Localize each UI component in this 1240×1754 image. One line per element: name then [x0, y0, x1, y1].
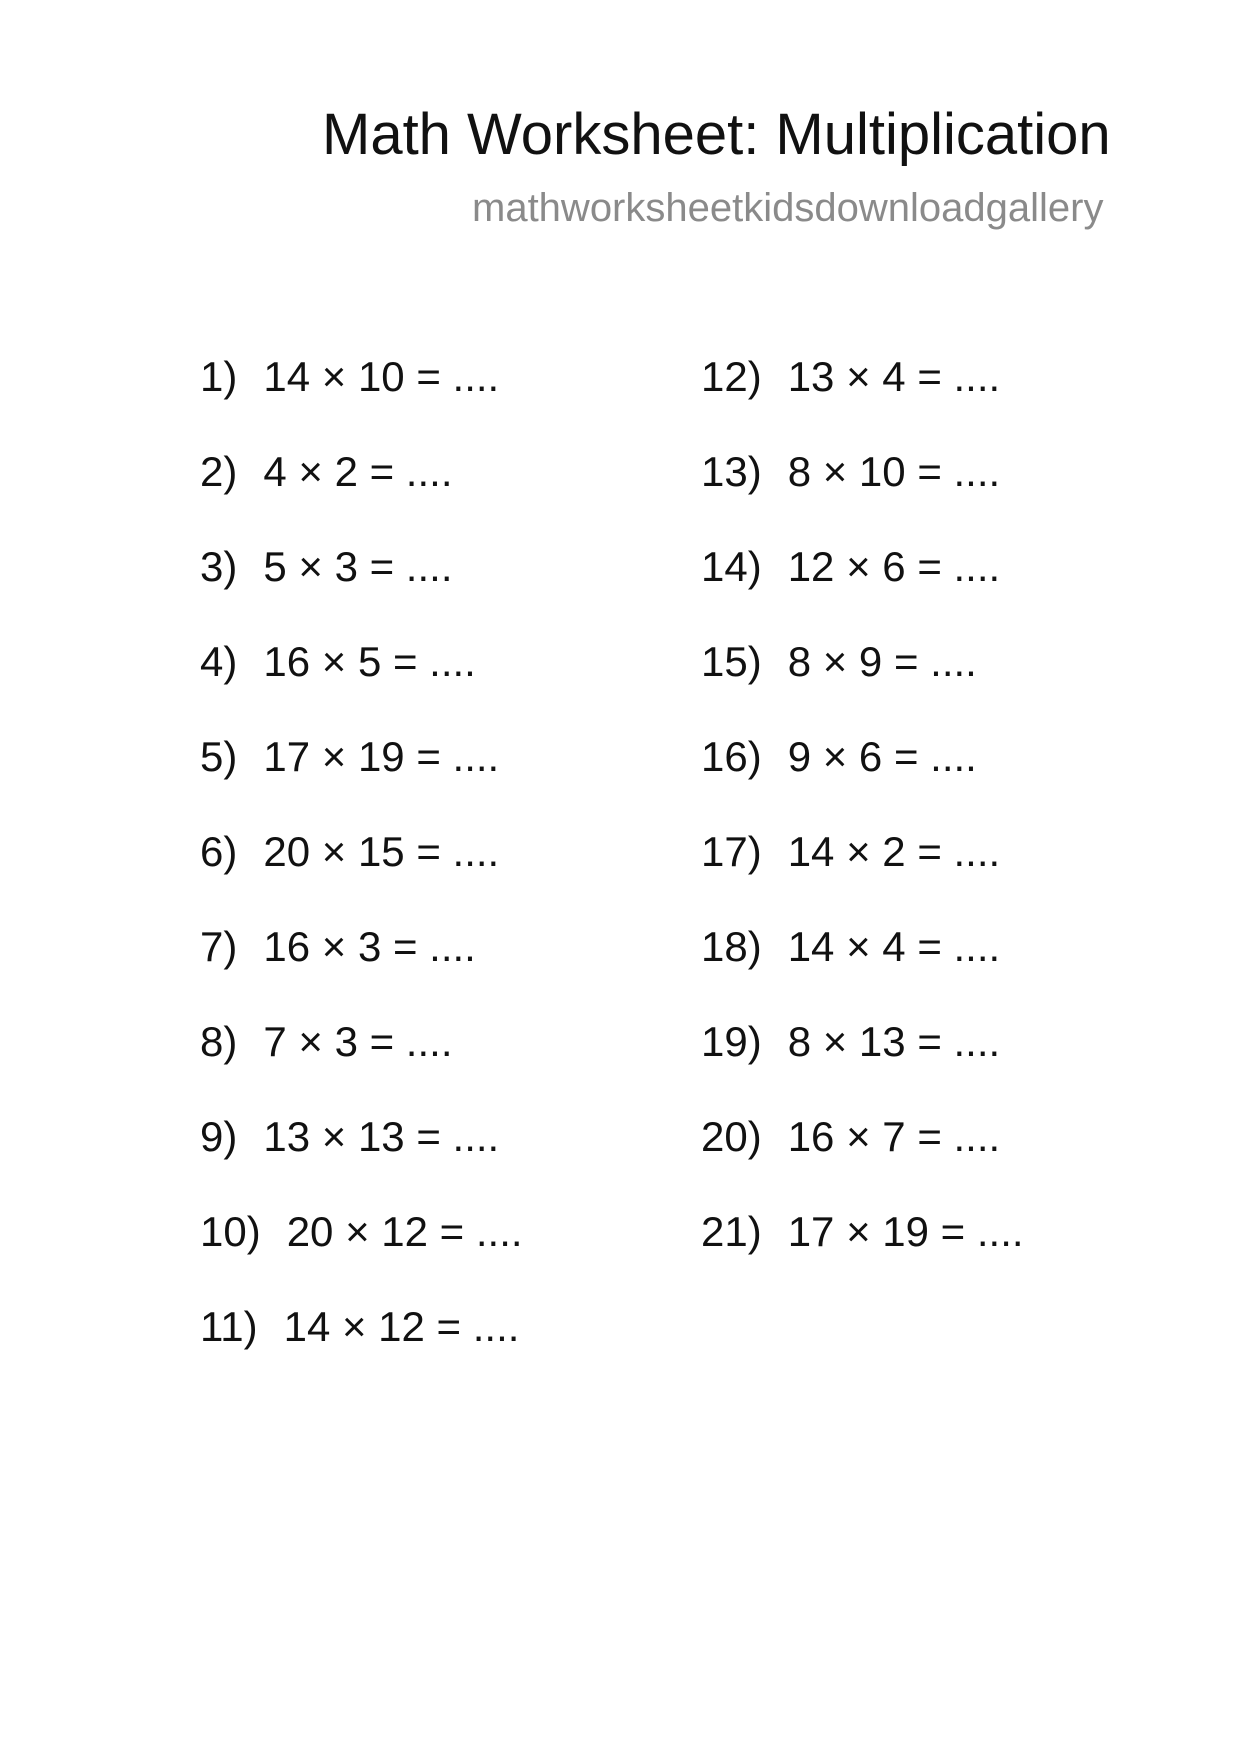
problem-number: 8) [200, 1018, 238, 1065]
problem-expression: 7 × 3 = .... [263, 1018, 453, 1065]
problem-item [200, 446, 523, 541]
problem-number: 20) [701, 1113, 762, 1160]
problem-expression: 14 × 4 = .... [787, 923, 1001, 970]
worksheet-title: Math Worksheet: Multiplication [322, 102, 1111, 167]
problem-item [200, 636, 523, 731]
problem-expression: 16 × 7 = .... [787, 1113, 1001, 1160]
problem-number: 2) [200, 448, 238, 495]
problem-expression: 8 × 9 = .... [787, 638, 977, 685]
problem-item [701, 351, 1024, 446]
problem-item [701, 731, 1024, 826]
problem-number: 9) [200, 1113, 238, 1160]
problem-item [200, 1206, 523, 1301]
problem-item [200, 731, 523, 826]
problem-item [200, 1111, 523, 1206]
problem-item [701, 541, 1024, 636]
problem-number: 15) [701, 638, 762, 685]
problem-number: 21) [701, 1208, 762, 1255]
problem-item [701, 826, 1024, 921]
problem-item [200, 1016, 523, 1111]
problem-expression: 8 × 10 = .... [787, 448, 1001, 495]
problem-item [701, 1016, 1024, 1111]
problem-expression: 20 × 12 = .... [286, 1208, 523, 1255]
problem-column-right [701, 351, 1024, 1301]
problem-number: 18) [701, 923, 762, 970]
problem-expression: 16 × 5 = .... [263, 638, 476, 685]
problem-item [701, 636, 1024, 731]
problem-expression: 5 × 3 = .... [263, 543, 453, 590]
problem-item [701, 446, 1024, 541]
problem-number: 11) [200, 1303, 258, 1350]
problem-expression: 14 × 10 = .... [263, 353, 500, 400]
problem-column-left [200, 351, 523, 1396]
problem-item [701, 921, 1024, 1016]
problem-item [200, 541, 523, 636]
problem-expression: 4 × 2 = .... [263, 448, 453, 495]
problem-expression: 20 × 15 = .... [263, 828, 500, 875]
problem-number: 3) [200, 543, 238, 590]
problem-expression: 14 × 2 = .... [787, 828, 1001, 875]
problem-expression: 9 × 6 = .... [787, 733, 977, 780]
problem-expression: 17 × 19 = .... [263, 733, 500, 780]
problem-number: 4) [200, 638, 238, 685]
problem-number: 10) [200, 1208, 261, 1255]
problem-expression: 17 × 19 = .... [787, 1208, 1024, 1255]
problem-number: 5) [200, 733, 238, 780]
problem-item [200, 1301, 523, 1396]
problem-expression: 16 × 3 = .... [263, 923, 476, 970]
problem-expression: 14 × 12 = .... [283, 1303, 520, 1350]
problem-number: 12) [701, 353, 762, 400]
problem-expression: 13 × 13 = .... [263, 1113, 500, 1160]
problem-number: 14) [701, 543, 762, 590]
problem-item [701, 1111, 1024, 1206]
problem-item [200, 351, 523, 446]
problem-number: 17) [701, 828, 762, 875]
problem-number: 19) [701, 1018, 762, 1065]
worksheet-subtitle: mathworksheetkidsdownloadgallery [472, 186, 1104, 230]
problem-number: 1) [200, 353, 238, 400]
problem-expression: 8 × 13 = .... [787, 1018, 1001, 1065]
problem-number: 13) [701, 448, 762, 495]
problem-expression: 13 × 4 = .... [787, 353, 1001, 400]
problem-expression: 12 × 6 = .... [787, 543, 1001, 590]
problem-item [200, 921, 523, 1016]
problem-item [701, 1206, 1024, 1301]
problem-number: 16) [701, 733, 762, 780]
problem-number: 7) [200, 923, 238, 970]
problem-item [200, 826, 523, 921]
problem-number: 6) [200, 828, 238, 875]
